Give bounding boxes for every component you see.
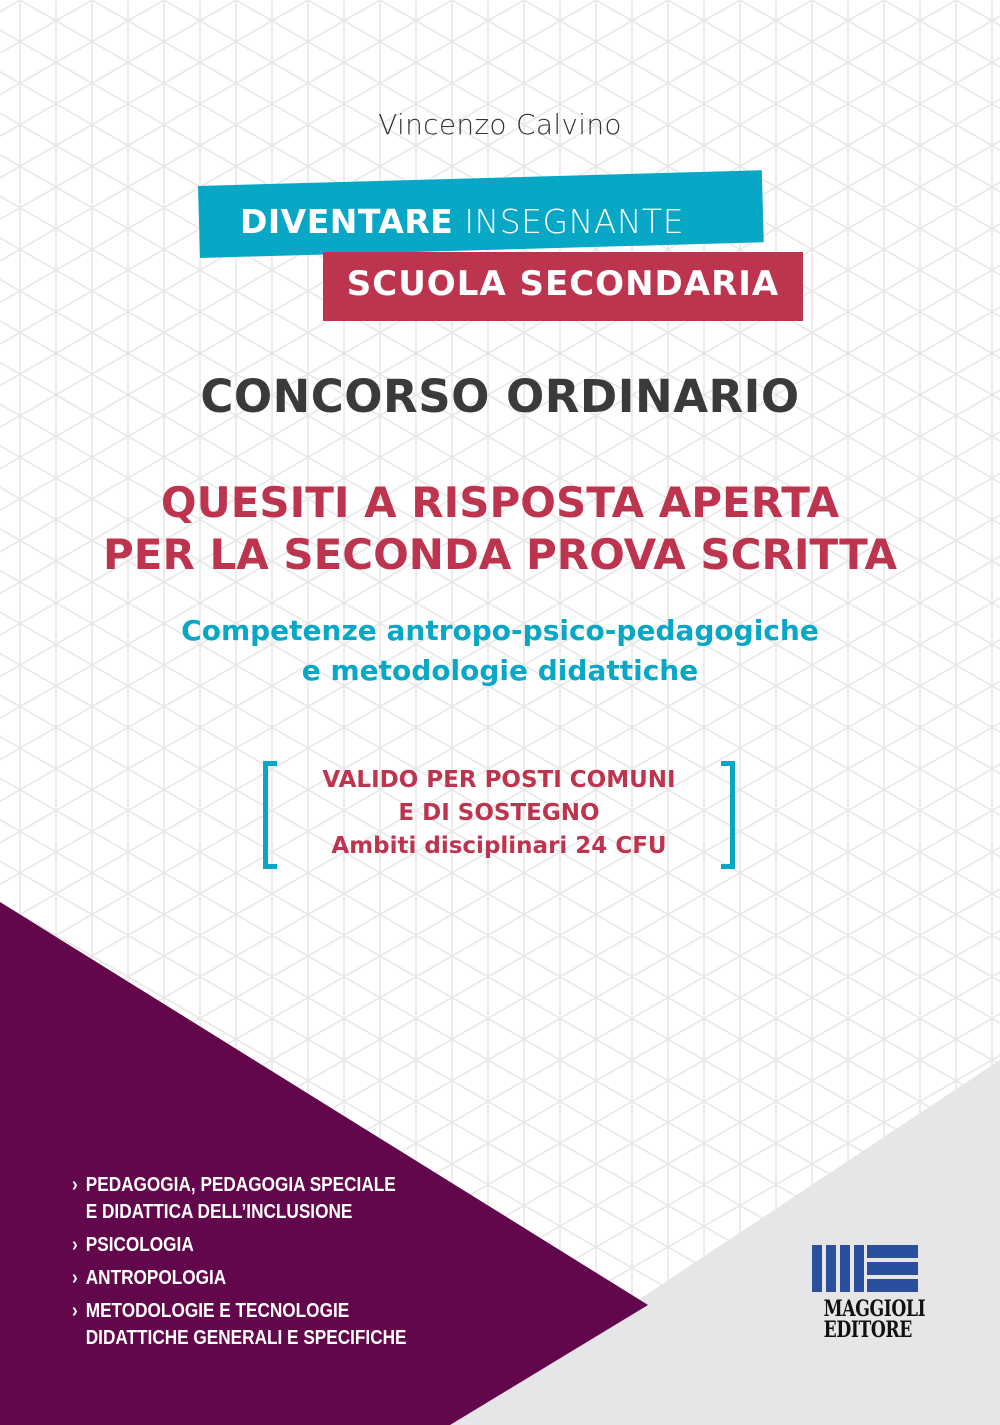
book-subtitle-line-2: e metodologie didattiche [301,654,699,687]
topic-item: › PSICOLOGIA [72,1232,407,1259]
publisher-name: MAGGIOLI EDITORE [823,1296,926,1343]
validity-line-1: VALIDO PER POSTI COMUNI [322,767,676,793]
maggioli-mark-icon [812,1245,918,1292]
exam-heading: CONCORSO ORDINARIO [200,370,800,423]
topic-item: › PEDAGOGIA, PEDAGOGIA SPECIALE E DIDATTICA DELL’INCLUSIONE [72,1174,396,1223]
author-name: Vincenzo Calvino [378,108,622,141]
book-subtitle-line-1: Competenze antropo-psico-pedagogiche [181,614,819,647]
validity-line-2: E DI SOSTEGNO [398,800,600,826]
book-title-line-2: PER LA SECONDA PROVA SCRITTA [103,530,897,579]
validity-box [263,761,735,869]
chevron-right-icon: › [72,1234,78,1256]
chevron-right-icon: › [72,1174,78,1196]
validity-text [263,764,735,863]
book-title-line-1: QUESITI A RISPOSTA APERTA [160,478,840,527]
chevron-right-icon: › [72,1267,78,1289]
validity-line-3: Ambiti disciplinari 24 CFU [331,833,667,859]
topic-item: › METODOLOGIE E TECNOLOGIE DIDATTICHE GENERALI E SPECIFICHE [72,1300,407,1349]
publisher-logo [812,1245,926,1343]
series-title-bold: DIVENTARE [240,202,454,241]
series-title [240,202,684,241]
series-title-light: INSEGNANTE [464,202,685,241]
chevron-right-icon: › [72,1300,78,1322]
topic-item: › ANTROPOLOGIA [72,1265,407,1292]
book-subtitle [0,611,1000,691]
topics-list [72,1172,407,1358]
series-subtitle: SCUOLA SECONDARIA [346,264,780,304]
book-title [0,477,1000,581]
